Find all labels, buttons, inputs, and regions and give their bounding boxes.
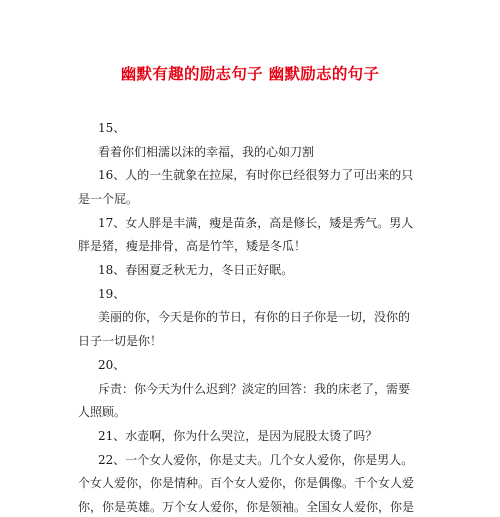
line-2: 看着你们相濡以沫的幸福，我的心如刀割 — [98, 145, 315, 159]
line-15: 22、一个女人爱你，你是丈夫。几个女人爱你，你是男人。 — [98, 453, 414, 467]
line-4: 是一个屁。 — [78, 192, 139, 206]
line-8: 19、 — [98, 287, 126, 301]
line-17: 你，你是英雄。万个女人爱你，你是领袖。全国女人爱你，你是 — [78, 500, 415, 514]
line-7: 18、春困夏乏秋无力，冬日正好眠。 — [98, 263, 294, 277]
line-5: 17、女人胖是丰满，瘦是苗条，高是修长，矮是秀气。男人 — [98, 216, 414, 230]
line-11: 20、 — [98, 358, 126, 372]
line-14: 21、水壶啊，你为什么哭泣，是因为屁股太烫了吗？ — [98, 429, 378, 443]
line-9: 美丽的你，今天是你的节日，有你的日子你是一切，没你的 — [98, 310, 411, 324]
line-3: 16、人的一生就象在拉屎，有时你已经很努力了可出来的只 — [98, 168, 414, 182]
line-12: 斥责：你今天为什么迟到？淡定的回答：我的床老了，需要 — [98, 382, 411, 396]
line-16: 个女人爱你，你是情种。百个女人爱你，你是偶像。千个女人爱 — [78, 476, 415, 490]
line-10: 日子一切是你！ — [78, 334, 163, 348]
line-13: 人照顾。 — [78, 405, 127, 419]
document-title: 幽默有趣的励志句子 幽默励志的句子 — [120, 65, 380, 83]
line-6: 胖是猪，瘦是排骨，高是竹竿，矮是冬瓜！ — [78, 239, 307, 253]
line-1: 15、 — [98, 121, 126, 135]
